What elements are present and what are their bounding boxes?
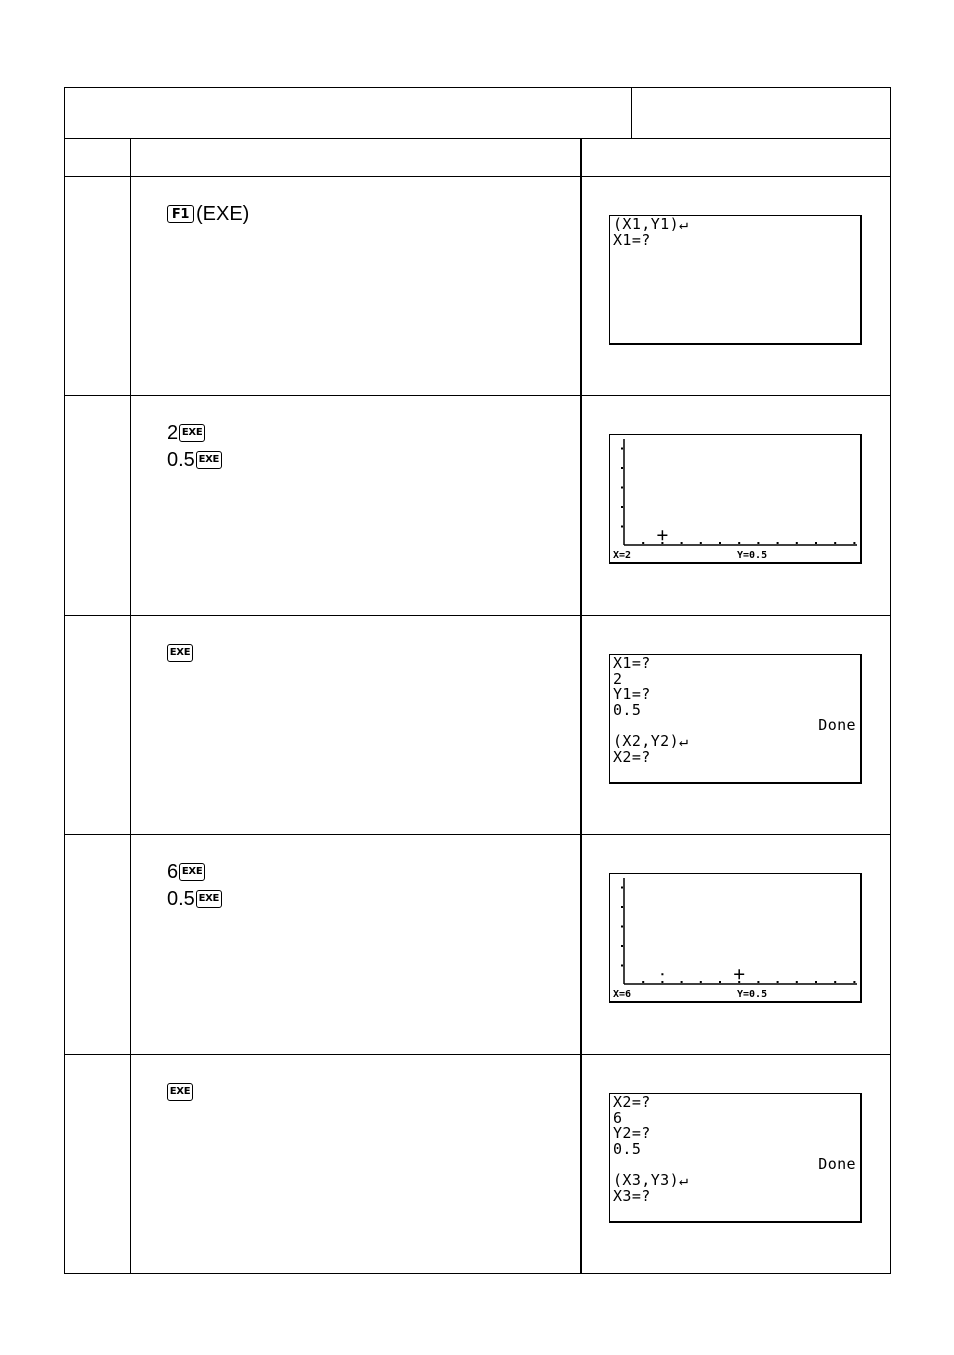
screen-line: X1=? bbox=[613, 230, 651, 249]
table-border-top bbox=[64, 87, 891, 88]
screen-text bbox=[613, 1095, 856, 1204]
screen-line: Y2=? bbox=[613, 1124, 651, 1143]
x-tick bbox=[719, 981, 721, 983]
f1-key-icon: F1 bbox=[167, 205, 194, 223]
x-tick bbox=[757, 981, 759, 983]
key-sequence-line bbox=[167, 640, 193, 666]
x-tick bbox=[681, 981, 683, 983]
screen-line: 0.5 bbox=[613, 700, 642, 719]
exe-key-icon: EXE bbox=[196, 890, 222, 908]
calculator-screen bbox=[609, 215, 862, 345]
screen-line: X2=? bbox=[613, 747, 651, 766]
graph-screen bbox=[610, 435, 860, 562]
title-row-bottom bbox=[64, 138, 891, 139]
calculator-screen bbox=[609, 434, 862, 564]
screen-line: (X3,Y3)↵ bbox=[613, 1170, 689, 1189]
x-tick bbox=[700, 981, 702, 983]
screen-line: (X1,Y1)↵ bbox=[613, 215, 689, 233]
column-divider-step bbox=[130, 138, 131, 1274]
x-tick bbox=[757, 542, 759, 544]
x-tick bbox=[796, 981, 798, 983]
screen-line: X3=? bbox=[613, 1186, 651, 1205]
row-divider-2 bbox=[64, 615, 891, 616]
table-border-left bbox=[64, 87, 65, 1274]
screen-line: Done bbox=[818, 716, 856, 735]
row-divider-1 bbox=[64, 395, 891, 396]
x-tick bbox=[796, 542, 798, 544]
x-tick bbox=[642, 981, 644, 983]
x-tick bbox=[681, 542, 683, 544]
table-border-right bbox=[890, 87, 891, 1274]
x-coordinate-label: X=2 bbox=[613, 550, 632, 561]
screen-text bbox=[613, 217, 856, 248]
exe-key-icon: EXE bbox=[167, 644, 193, 662]
screen-line: (X2,Y2)↵ bbox=[613, 731, 689, 750]
x-tick bbox=[834, 981, 836, 983]
x-tick bbox=[661, 542, 663, 544]
y-tick bbox=[621, 965, 623, 967]
calculator-screen bbox=[609, 1093, 862, 1223]
x-tick bbox=[815, 542, 817, 544]
exe-key-icon: EXE bbox=[179, 863, 205, 881]
key-note: (EXE) bbox=[196, 203, 250, 225]
y-tick bbox=[621, 526, 623, 528]
y-coordinate-label: Y=0.5 bbox=[737, 550, 768, 561]
screen-line: Done bbox=[818, 1155, 856, 1174]
screen-line: 6 bbox=[613, 1108, 623, 1127]
input-value: 2 bbox=[167, 422, 179, 444]
exe-key-icon: EXE bbox=[196, 451, 222, 469]
column-header-bottom bbox=[64, 176, 891, 177]
y-tick bbox=[621, 448, 623, 450]
x-tick bbox=[738, 542, 740, 544]
y-tick bbox=[621, 467, 623, 469]
x-tick bbox=[777, 981, 779, 983]
x-coordinate-label: X=6 bbox=[613, 989, 632, 1000]
x-tick bbox=[661, 981, 663, 983]
key-sequence-line bbox=[167, 420, 205, 446]
input-value: 0.5 bbox=[167, 888, 195, 910]
y-tick bbox=[621, 506, 623, 508]
screen-line: X2=? bbox=[613, 1093, 651, 1111]
key-sequence-line bbox=[167, 886, 222, 912]
exe-key-icon: EXE bbox=[179, 424, 205, 442]
x-tick bbox=[815, 981, 817, 983]
x-tick bbox=[700, 542, 702, 544]
x-tick bbox=[738, 981, 740, 983]
key-sequence-line bbox=[167, 447, 222, 473]
calculator-screen bbox=[609, 873, 862, 1003]
y-tick bbox=[621, 887, 623, 889]
plotted-point bbox=[661, 973, 663, 975]
y-tick bbox=[621, 906, 623, 908]
key-sequence-line bbox=[167, 201, 249, 227]
x-tick bbox=[834, 542, 836, 544]
table-border-bottom bbox=[64, 1273, 891, 1274]
calculator-screen bbox=[609, 654, 862, 784]
x-tick bbox=[642, 542, 644, 544]
x-tick bbox=[853, 542, 855, 544]
screen-line: X1=? bbox=[613, 654, 651, 672]
key-sequence-line bbox=[167, 1079, 193, 1105]
x-tick bbox=[777, 542, 779, 544]
input-value: 0.5 bbox=[167, 449, 195, 471]
input-value: 6 bbox=[167, 861, 179, 883]
x-tick bbox=[853, 981, 855, 983]
y-coordinate-label: Y=0.5 bbox=[737, 989, 768, 1000]
screen-text bbox=[613, 656, 856, 765]
y-tick bbox=[621, 487, 623, 489]
x-tick bbox=[719, 542, 721, 544]
graph-screen bbox=[610, 874, 860, 1001]
screen-line: 0.5 bbox=[613, 1139, 642, 1158]
row-divider-3 bbox=[64, 834, 891, 835]
key-sequence-line bbox=[167, 859, 205, 885]
screen-line: 2 bbox=[613, 669, 623, 688]
row-divider-4 bbox=[64, 1054, 891, 1055]
screen-line: Y1=? bbox=[613, 685, 651, 704]
title-row-divider bbox=[631, 87, 632, 138]
column-divider-display bbox=[580, 138, 582, 1274]
y-tick bbox=[621, 926, 623, 928]
exe-key-icon: EXE bbox=[167, 1083, 193, 1101]
y-tick bbox=[621, 945, 623, 947]
